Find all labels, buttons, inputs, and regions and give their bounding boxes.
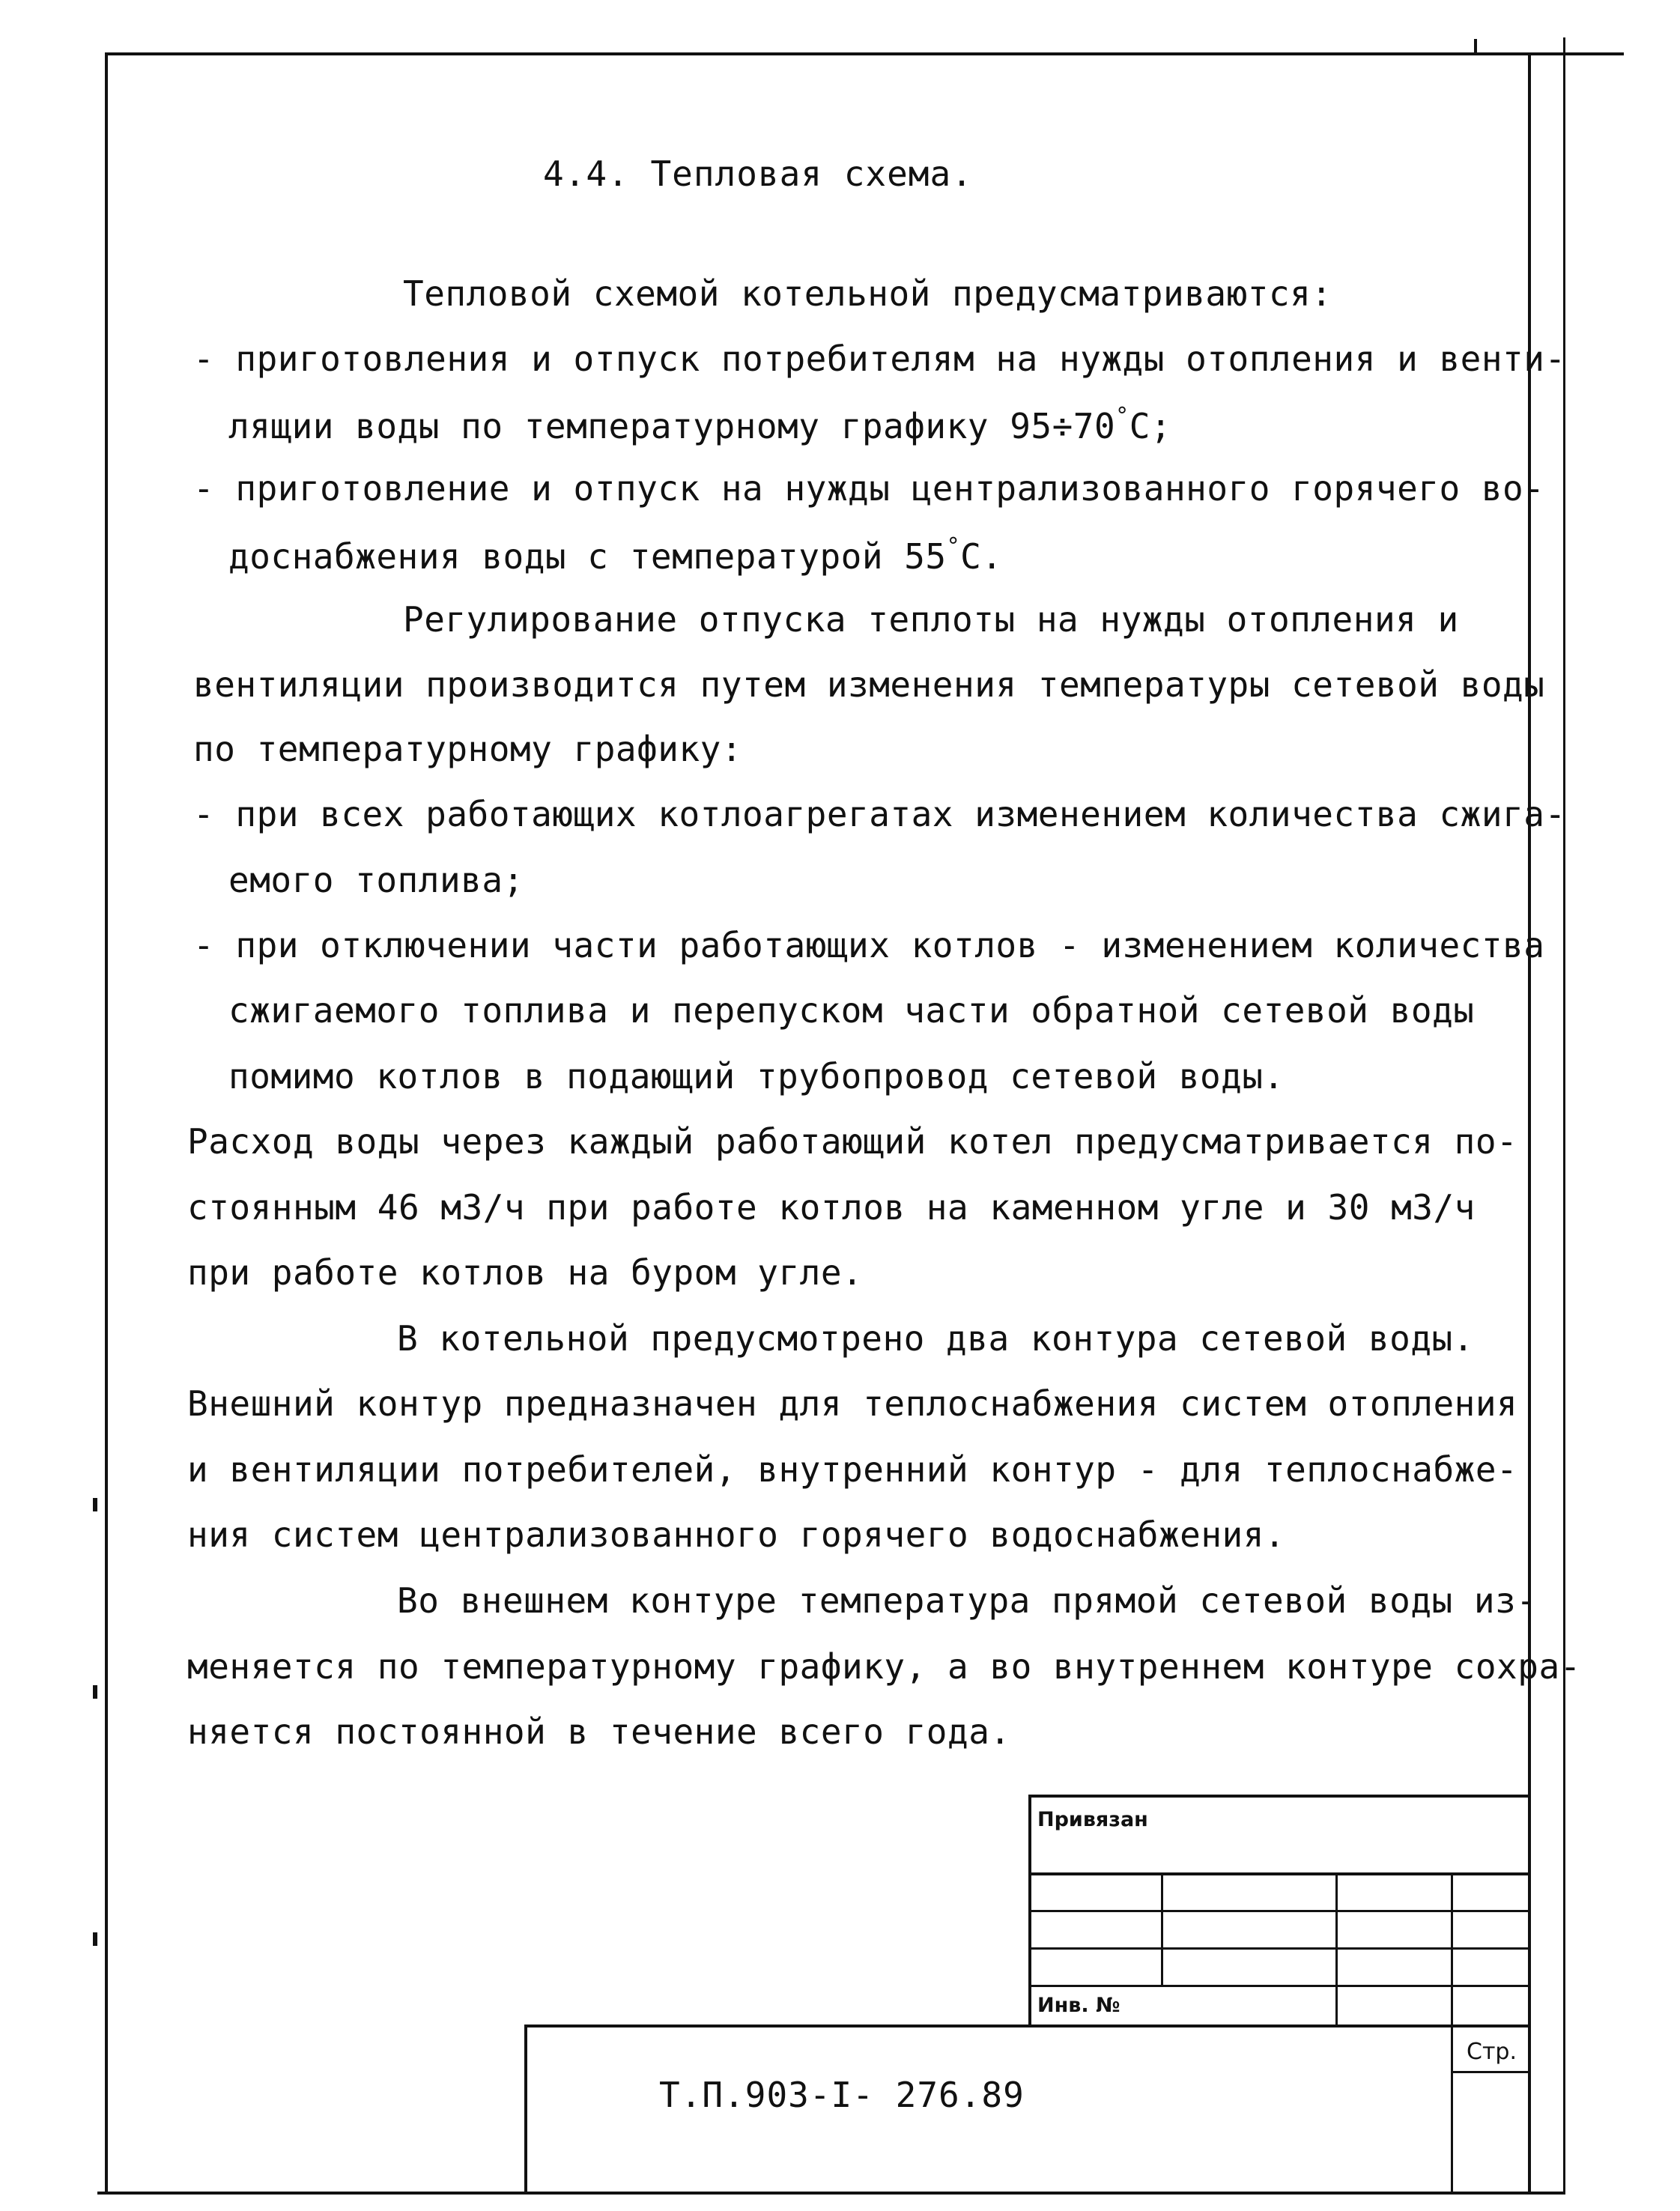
tb-page-col-line xyxy=(1451,2025,1453,2195)
paragraph-line: Внешний контур предназначен для теплоснабжения систем отопления xyxy=(187,1383,1518,1424)
paragraph-line: при работе котлов на буром угле. xyxy=(187,1252,864,1293)
tb-row-line xyxy=(1028,1872,1530,1875)
paragraph-line: Расход воды через каждый работающий котел предусматривается по- xyxy=(187,1121,1518,1162)
tb-row-line xyxy=(1028,1910,1530,1912)
tb-row-line xyxy=(1028,1947,1530,1950)
paragraph-line xyxy=(228,403,1171,446)
section-title: 4.4. Тепловая схема. xyxy=(543,154,973,194)
tb-lower-left-line xyxy=(524,2025,527,2195)
inv-no-label: Инв. № xyxy=(1037,1994,1120,2017)
degree-sign: ° xyxy=(946,533,961,559)
tb-col-line xyxy=(1335,1872,1338,2027)
paragraph-line: - при отключении части работающих котлов - изменением количества xyxy=(193,925,1545,965)
degree-sign: ° xyxy=(1115,403,1129,429)
paragraph-line: помимо котлов в подающий трубопровод сетевой воды. xyxy=(228,1056,1285,1097)
frame-top-tick xyxy=(1474,39,1477,55)
left-edge-tick xyxy=(93,1498,97,1511)
tb-lower-top-line xyxy=(524,2025,1530,2027)
paragraph-line: Во внешнем контуре температура прямой сетевой воды из- xyxy=(397,1580,1538,1621)
tb-col-line xyxy=(1451,1872,1453,2027)
paragraph-line: - приготовления и отпуск потребителям на нужды отопления и венти- xyxy=(193,339,1566,379)
line-text: доснабжения воды с температурой 55 xyxy=(228,536,947,577)
tb-top-line xyxy=(1028,1795,1530,1798)
paragraph-line: Регулирование отпуска теплоты на нужды отопления и xyxy=(403,599,1459,640)
paragraph-line: ния систем централизованного горячего водоснабжения. xyxy=(187,1514,1286,1555)
privyazan-label: Привязан xyxy=(1037,1808,1148,1831)
page-label: Стр. xyxy=(1467,2039,1517,2065)
paragraph-line: стоянным 46 м3/ч при работе котлов на каменном угле и 30 м3/ч xyxy=(187,1187,1476,1228)
frame-bottom xyxy=(97,2192,1565,2195)
tb-page-row-line xyxy=(1451,2071,1530,2073)
document-number: Т.П.903-I- 276.89 xyxy=(659,2075,1025,2115)
paragraph-line: Тепловой схемой котельной предусматриваются: xyxy=(403,273,1332,314)
paragraph-line: сжигаемого топлива и перепуском части обратной сетевой воды xyxy=(228,990,1475,1031)
paragraph-line xyxy=(228,533,1003,577)
paragraph-line: меняется по температурному графику, а во внутреннем контуре сохра- xyxy=(187,1646,1581,1687)
line-text: С. xyxy=(960,536,1003,577)
tb-col-line xyxy=(1161,1872,1163,1985)
left-edge-tick xyxy=(93,1932,97,1946)
paragraph-line: и вентиляции потребителей, внутренний контур - для теплоснабже- xyxy=(187,1449,1518,1490)
left-edge-tick xyxy=(93,1685,97,1699)
paragraph-line: - при всех работающих котлоагрегатах изменением количества сжига- xyxy=(193,794,1566,834)
tb-row-line xyxy=(1028,1985,1530,1987)
paragraph-line: емого топлива; xyxy=(228,860,524,900)
paragraph-line: по температурному графику: xyxy=(193,729,743,769)
line-text: С; xyxy=(1129,406,1172,446)
line-text: лящии воды по температурному графику 95÷70 xyxy=(228,406,1116,446)
paragraph-line: - приготовление и отпуск на нужды централизованного горячего во- xyxy=(193,468,1545,509)
frame-left xyxy=(105,52,108,2195)
paragraph-line: вентиляции производится путем изменения температуры сетевой воды xyxy=(193,664,1545,705)
frame-top xyxy=(105,52,1624,55)
paragraph-line: В котельной предусмотрено два контура сетевой воды. xyxy=(397,1318,1474,1359)
paragraph-line: няется постоянной в течение всего года. xyxy=(187,1711,1011,1752)
